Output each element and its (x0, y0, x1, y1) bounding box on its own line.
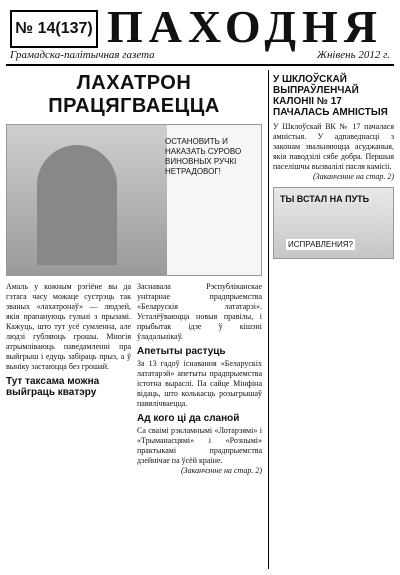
masthead (6, 1, 394, 66)
main-article-subhead-mid2: Ад кого ці да сланой (137, 413, 240, 424)
side-text: У Шклоўскай ВК № 17 пачалася амністыя. У адпаведнасці з законам звальняюцца асуджаныя, якія паводзілі сябе добра. Першыя паселішчы вызвалілі пасля камісіі. (273, 122, 394, 171)
main-article-col2 (137, 282, 262, 475)
main-article-col2-text: Заснавала Рэспубліканскае унітарнае прадпрыемства «Беларускія лататарэі». Усталёўваюцца новыя правілы, і прыбытак ідзе ў кішэні ўладальнікаў. (137, 282, 262, 341)
main-article-col1 (6, 282, 131, 475)
side-continued: (Заканчэнне на стар. 2) (312, 172, 394, 181)
main-article-subhead-mid: Апетыты растуць (137, 346, 226, 357)
main-article-subhead-left: Тут таксама можна выйграць кватэру (6, 376, 100, 398)
masthead-subline (10, 48, 390, 62)
main-article (6, 70, 262, 569)
side-photo (273, 187, 394, 259)
side-photo-caption: ТЫ ВСТАЛ НА ПУТЬ (280, 194, 370, 204)
issue-number: № 14(137) (10, 10, 98, 48)
feature-illustration (6, 124, 262, 276)
main-article-col2-text-c: Са сваімі рэкламнымі «Лотарэямі» і «Трыманасцямі» і «Рознымі» практыкамі прадпрыемства дзейнічае па ўсёй краіне. (137, 426, 262, 465)
side-headline: У ШКЛОЎСКАЙ ВЫПРАЎЛЕНЧАЙ КАЛОНІІ № 17 ПАЧАЛАСЬ АМНІСТЫЯ (273, 74, 388, 118)
side-article (268, 70, 394, 569)
tagline: Грамадска-палітычная газета (10, 49, 155, 61)
issue-date: Жнівень 2012 г. (316, 49, 390, 61)
newspaper-title: ПАХОДНЯ (106, 1, 384, 52)
main-article-col2-text-b: За 13 гадоў існавання «Беларускіх лататарэй» апетыты прадпрыемства істотна выраслі. Па сайце Мінфіна відаць, што колькасць розыгрышаў павялічваецца. (137, 359, 262, 408)
main-article-columns (6, 282, 262, 475)
feature-photo (7, 125, 167, 275)
content-grid (6, 70, 394, 569)
main-article-col1-text: Амаль у кожным рэгіёне вы да гэтага часу можаце сустрэць так званых «лахатронаў» — людзей, якія прапануюць гульні з прызамі. Кажуць, што тут усё сумленна, але людзі губляюць грошы. Многія атрымліваюць паведамленні пра выйгрыш і едуць забіраць прыз, а ў выніку застаюцца без грошай. (6, 282, 131, 371)
feature-quote: ОСТАНОВИТЬ И НАКАЗАТЬ СУРОВО ВИНОВНЫХ РУЧКІ НЕТРАДОВОГ! (165, 137, 242, 176)
side-photo-badge: ИСПРАВЛЕНИЯ? (288, 240, 353, 249)
main-article-continued: (Заканчэнне на стар. 2) (180, 466, 262, 475)
main-headline: ЛАХАТРОН ПРАЦЯГВАЕЦЦА (48, 72, 220, 117)
